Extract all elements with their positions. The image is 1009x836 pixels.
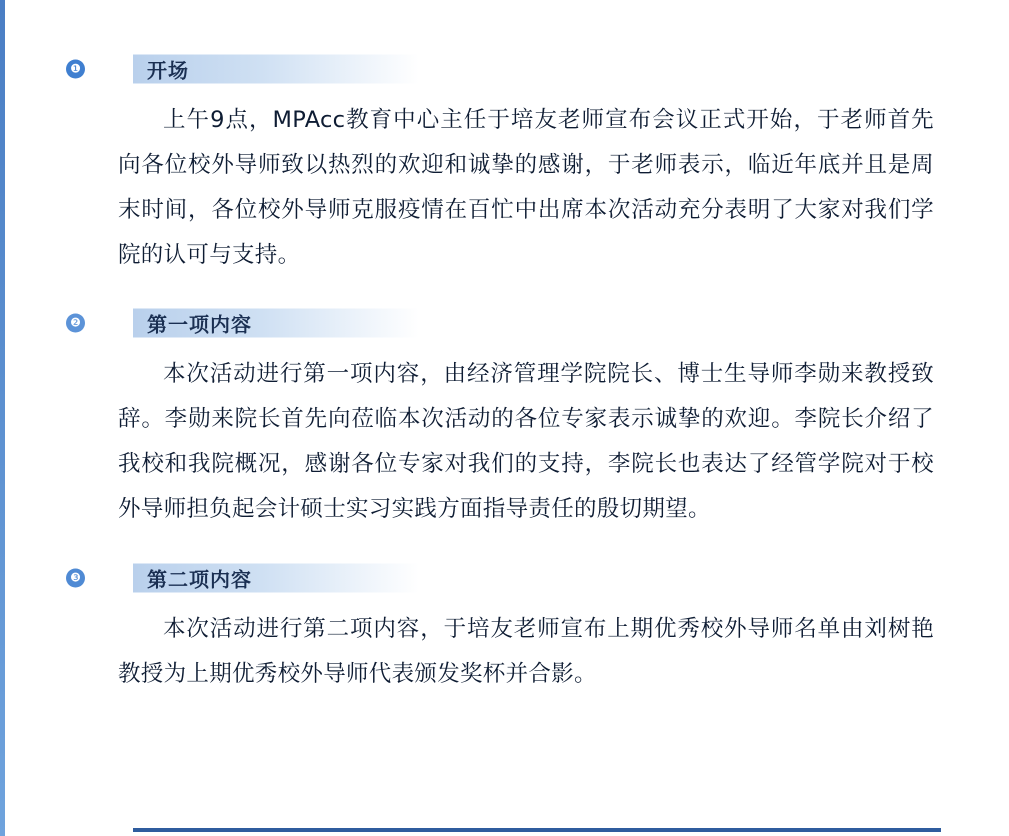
section-opening (0, 52, 1009, 278)
section-number-badge-2: ❷ (66, 314, 85, 333)
section-number-badge-3: ❸ (66, 569, 85, 588)
section-body-1: 上午9点，MPAcc教育中心主任于培友老师宣布会议正式开始，于老师首先向各位校外导师致以热烈的欢迎和诚挚的感谢，于老师表示，临近年底并且是周末时间，各位校外导师克服疫情在百忙中出席本次活动充分表明了大家对我们学院的认可与支持。 (118, 107, 934, 268)
section-item-one (0, 306, 1009, 532)
section-item-two (0, 561, 1009, 697)
section-header (0, 561, 1009, 595)
section-number-badge-1: ❶ (66, 60, 85, 79)
section-title-1: 开场 (147, 58, 189, 83)
section-title-3: 第二项内容 (147, 567, 252, 592)
section-header (0, 52, 1009, 86)
bottom-divider (133, 828, 941, 832)
section-title-2: 第一项内容 (147, 312, 252, 337)
section-body-2: 本次活动进行第一项内容，由经济管理学院院长、博士生导师李勋来教授致辞。李勋来院长首先向莅临本次活动的各位专家表示诚挚的欢迎。李院长介绍了我校和我院概况，感谢各位专家对我们的支持，李院长也表达了经管学院对于校外导师担负起会计硕士实习实践方面指导责任的殷切期望。 (118, 361, 934, 522)
section-body-3: 本次活动进行第二项内容，于培友老师宣布上期优秀校外导师名单由刘树艳教授为上期优秀校外导师代表颁发奖杯并合影。 (118, 616, 934, 687)
section-header (0, 306, 1009, 340)
